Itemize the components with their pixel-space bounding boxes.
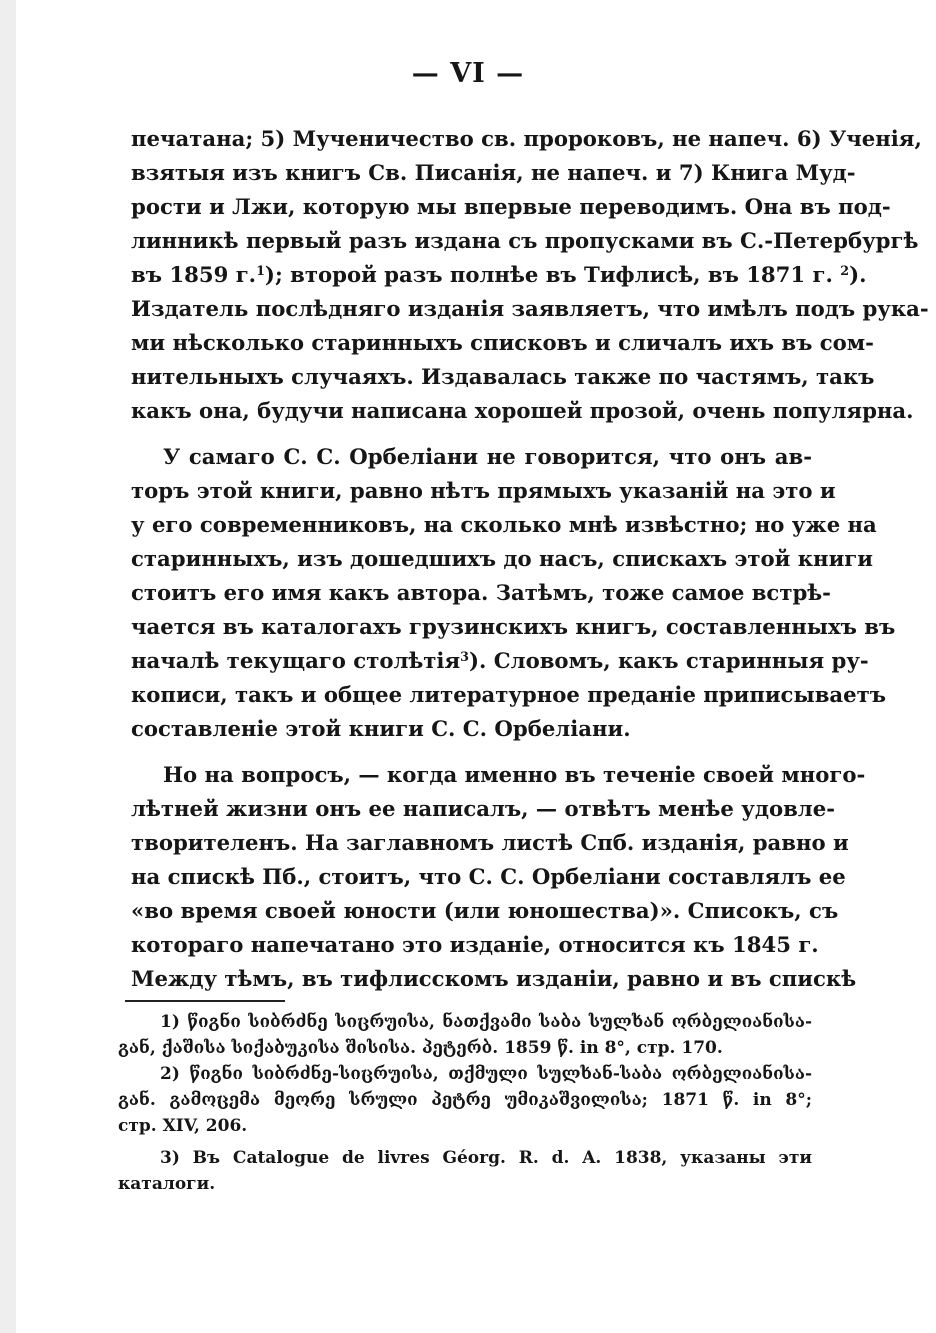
body-line: какъ она, будучи написана хорошей прозой, очень популярна. <box>131 398 914 423</box>
text-run: ). Словомъ, какъ старинныя ру- <box>469 648 869 673</box>
body-line: Между тѣмъ, въ тифлисскомъ изданіи, равно и въ спискѣ <box>131 966 857 991</box>
body-line: торъ этой книги, равно нѣтъ прямыхъ указаній на это и <box>131 478 836 503</box>
footnote-line: стр. XIV, 206. <box>118 1116 248 1136</box>
body-line: у его современниковъ, на сколько мнѣ извѣстно; но уже на <box>131 512 877 537</box>
footnotes <box>118 1009 812 1197</box>
body-line: рости и Лжи, которую мы впервые переводимъ. Она въ под- <box>131 194 891 219</box>
footnote-ref-2: 2 <box>840 263 850 279</box>
body-line: лѣтней жизни онъ ее написалъ, — отвѣтъ менѣе удовле- <box>131 796 836 821</box>
footnote-line: 1) წიგნი სიბრძნე სიცრუისა, ნათქვამი საბა სულხან ორბელიანისა- <box>160 1012 812 1032</box>
body-line: стоитъ его имя какъ автора. Затѣмъ, тоже самое встрѣ- <box>131 580 831 605</box>
body-line: на спискѣ Пб., стоитъ, что С. С. Орбеліани составлялъ ее <box>131 864 846 889</box>
text-run: ). <box>849 262 867 287</box>
body-line-with-footnotes <box>131 258 867 292</box>
body-line: кописи, такъ и общее литературное преданіе приписываетъ <box>131 682 887 707</box>
text-run: началѣ текущаго столѣтія <box>131 648 461 673</box>
body-line: составленіе этой книги С. С. Орбеліани. <box>131 716 631 741</box>
footnote-line: გან, ქაშისა სიქაბუკისა შისისა. პეტერბ. 1859 წ. in 8°, стр. 170. <box>118 1038 723 1058</box>
paragraph-gap <box>131 428 812 440</box>
body-line: Издатель послѣдняго изданія заявляетъ, что имѣлъ подъ рука- <box>131 296 929 321</box>
text-run: ); второй разъ полнѣе въ Тифлисѣ, въ 1871 г. <box>264 262 833 287</box>
body-line: нительныхъ случаяхъ. Издавалась также по частямъ, такъ <box>131 364 875 389</box>
paragraph-gap <box>131 746 812 758</box>
body-line: старинныхъ, изъ дошедшихъ до насъ, спискахъ этой книги <box>131 546 873 571</box>
scan-edge <box>0 0 16 1333</box>
footnote-line: 2) წიგნი სიბრძნე-სიცრუისა, თქმული სულხან-საბა ორბელიანისა- <box>160 1064 812 1084</box>
page-number: — VI — <box>411 58 525 89</box>
body-line: печатана; 5) Мученичество св. пророковъ, не напеч. 6) Ученія, <box>131 126 922 151</box>
body-line: Но на вопросъ, — когда именно въ теченіе своей много- <box>163 762 866 787</box>
footnote-ref-1: 1 <box>256 263 265 279</box>
body-line: линникѣ первый разъ издана съ пропусками въ С.-Петербургѣ <box>131 228 919 253</box>
footnote-line: 3) Въ Catalogue de livres Géorg. R. d. A. 1838, указаны эти <box>160 1148 812 1168</box>
footnote-ref-3: 3 <box>460 649 469 665</box>
footnote-line: გან. გამოცემა მეორე სრული პეტრე უმიკაშვილისა; 1871 წ. in 8°; <box>118 1090 812 1110</box>
footnote-line: каталоги. <box>118 1174 216 1194</box>
footnote-separator <box>125 1000 285 1002</box>
body-line: «во время своей юности (или юношества)». Списокъ, съ <box>131 898 839 923</box>
body-line: ми нѣсколько старинныхъ списковъ и сличалъ ихъ въ сом- <box>131 330 874 355</box>
body-text <box>131 122 929 996</box>
body-line: чается въ каталогахъ грузинскихъ книгъ, составленныхъ въ <box>131 614 896 639</box>
text-run: въ 1859 г. <box>131 262 257 287</box>
body-line-with-footnote <box>131 644 869 678</box>
body-line: взятыя изъ книгъ Св. Писанія, не напеч. и 7) Книга Муд- <box>131 160 856 185</box>
body-line: творителенъ. На заглавномъ листѣ Спб. изданія, равно и <box>131 830 849 855</box>
body-line: У самаго С. С. Орбеліани не говорится, что онъ ав- <box>163 444 812 469</box>
body-line: котораго напечатано это изданіе, относится къ 1845 г. <box>131 932 819 957</box>
